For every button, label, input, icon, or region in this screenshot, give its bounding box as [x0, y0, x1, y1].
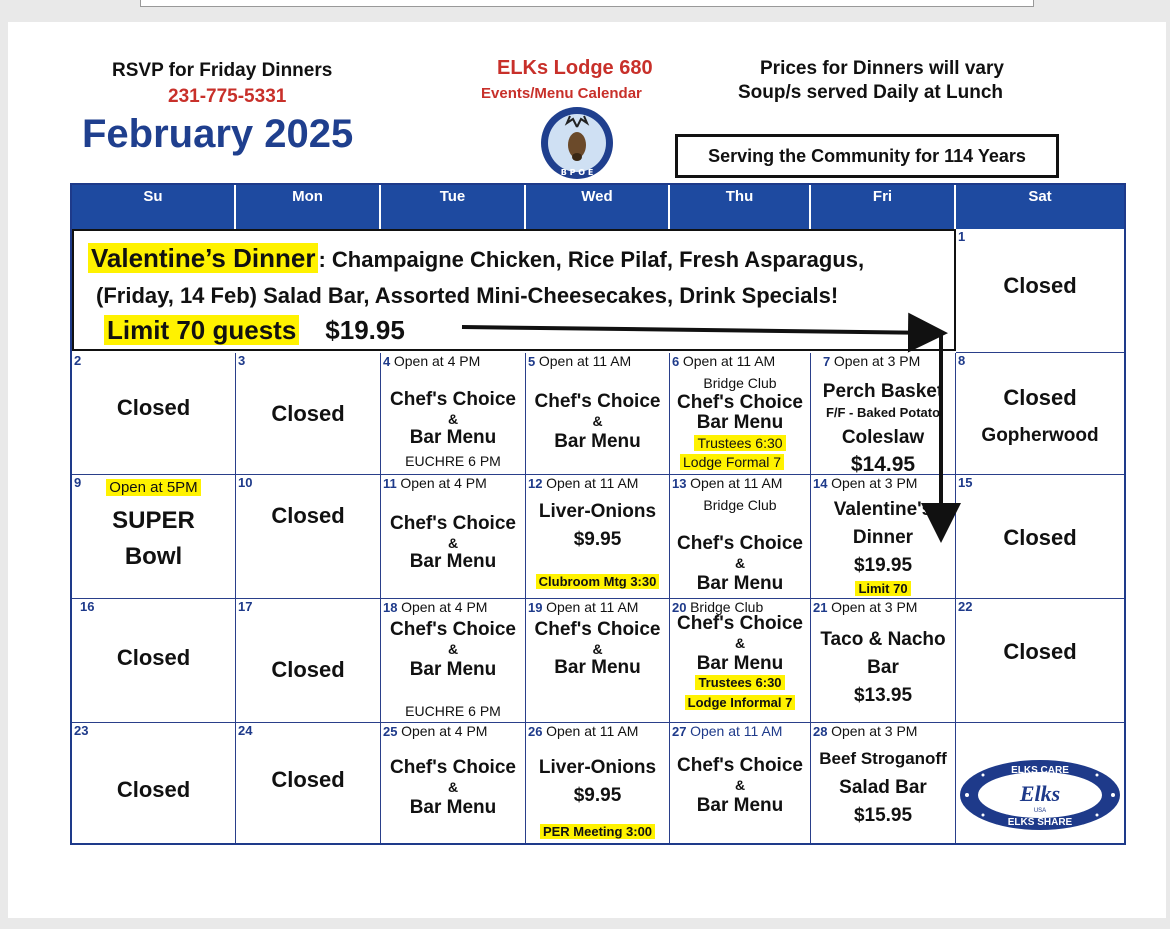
- day-cell-11: [381, 475, 526, 599]
- day-cell-19: [526, 599, 670, 723]
- soup-note: Soup/s served Daily at Lunch: [738, 82, 1004, 103]
- menu-line: &: [447, 779, 459, 795]
- menu-line: Bar: [867, 657, 899, 678]
- day-number: 27 Open at 11 AM: [672, 723, 783, 739]
- day-number: 6 Open at 11 AM: [672, 353, 776, 369]
- day-number: 2: [74, 353, 82, 368]
- menu-line: Perch Basket: [822, 381, 944, 402]
- menu-line: Taco & Nacho: [820, 629, 946, 650]
- menu-line: Bar Menu: [409, 551, 497, 572]
- menu-line: &: [734, 635, 746, 651]
- day-number: 19 Open at 11 AM: [528, 599, 639, 615]
- menu-line: Chef's Choice: [677, 613, 803, 634]
- menu-line: Salad Bar: [839, 777, 927, 798]
- menu-line: Bar Menu: [409, 659, 497, 680]
- menu-line: &: [734, 777, 746, 793]
- menu-line: &: [592, 641, 603, 657]
- day-number: 20 Bridge Club: [672, 599, 764, 615]
- price-label: $13.95: [853, 685, 913, 706]
- day-cell-28: [811, 723, 956, 843]
- menu-line: Chef's Choice: [534, 391, 661, 412]
- menu-line: Valentine's: [833, 499, 933, 520]
- day-number: 12 Open at 11 AM: [528, 475, 639, 491]
- day-cell-21: [811, 599, 956, 723]
- closed-label: Closed: [116, 777, 191, 802]
- closed-label: Closed: [1003, 525, 1077, 550]
- menu-line: &: [592, 413, 603, 429]
- valentine-title: Valentine’s Dinner: [88, 243, 318, 273]
- menu-line: Chef's Choice: [390, 513, 516, 534]
- day-cell-8: [956, 353, 1124, 475]
- phone-number: 231-775-5331: [168, 86, 287, 107]
- menu-line: &: [447, 641, 459, 657]
- menu-line: &: [734, 555, 746, 571]
- day-cell-25: [381, 723, 526, 843]
- day-cell-17: [236, 599, 381, 723]
- menu-line: F/F - Baked Potato: [825, 405, 941, 420]
- menu-line: &: [447, 411, 459, 427]
- serving-banner: Serving the Community for 114 Years: [675, 134, 1059, 178]
- events-subtitle: Events/Menu Calendar: [481, 85, 642, 102]
- closed-label: Closed: [116, 645, 191, 670]
- day-number: 16: [80, 599, 95, 614]
- price-label: $19.95: [853, 555, 913, 576]
- bpoe-elk-emblem-icon: [539, 105, 615, 181]
- elks-logo-sub: USA: [1033, 808, 1047, 814]
- menu-line: &: [447, 535, 459, 551]
- closed-label: Closed: [271, 503, 345, 528]
- day-number: 1: [958, 229, 966, 244]
- day-header-tue: Tue: [381, 185, 526, 229]
- closed-label: Closed: [271, 401, 345, 426]
- day-cell-2: [72, 353, 236, 475]
- day-header-sun: Su: [72, 185, 236, 229]
- day-cell-10: [236, 475, 381, 599]
- closed-label: Closed: [1003, 385, 1077, 410]
- per-meeting-note: PER Meeting 3:00: [526, 824, 669, 839]
- elks-care-text: ELKS CARE: [1011, 765, 1069, 776]
- closed-label: Closed: [116, 395, 191, 420]
- menu-line: Bar Menu: [409, 797, 497, 818]
- day-cell-6: [670, 353, 811, 475]
- elks-logo-center: Elks: [1019, 781, 1061, 806]
- day-header-wed: Wed: [526, 185, 670, 229]
- day-cell-27: [670, 723, 811, 843]
- clubroom-note: Clubroom Mtg 3:30: [526, 574, 669, 589]
- menu-line: Dinner: [852, 527, 914, 548]
- day-number: 26 Open at 11 AM: [528, 723, 639, 739]
- price-label: $14.95: [850, 453, 916, 475]
- day-cell-15: [956, 475, 1124, 599]
- day-cell-14: [811, 475, 956, 599]
- day-cell-13: [670, 475, 811, 599]
- page-title: February 2025: [82, 112, 354, 156]
- lodge-informal-note: Lodge Informal 7: [670, 695, 810, 710]
- menu-line: Chef's Choice: [390, 619, 516, 640]
- lodge-name: ELKs Lodge 680: [497, 57, 653, 79]
- price-label: $15.95: [853, 805, 913, 826]
- day-number: 13 Open at 11 AM: [672, 475, 783, 491]
- menu-line: Bar Menu: [554, 657, 641, 678]
- closed-label: Closed: [1003, 639, 1077, 664]
- menu-line: Bar Menu: [696, 653, 784, 674]
- day-number: 22: [958, 599, 973, 614]
- menu-line: Coleslaw: [841, 427, 925, 448]
- day-cell-16: [72, 599, 236, 723]
- day-cell-26: [526, 723, 670, 843]
- day-number: 23: [74, 723, 89, 738]
- menu-line: Bar Menu: [696, 795, 784, 816]
- day-cell-3: [236, 353, 381, 475]
- euchre-note: EUCHRE 6 PM: [405, 453, 501, 469]
- valentine-line-2: (Friday, 14 Feb) Salad Bar, Assorted Mini-Cheesecakes, Drink Specials!: [96, 283, 839, 308]
- elks-care-logo-icon: [957, 757, 1123, 833]
- day-number: 4 Open at 4 PM: [383, 353, 481, 369]
- day-header-sat: Sat: [956, 185, 1124, 229]
- day-number: 8: [958, 353, 966, 368]
- emblem-letters: B P O E: [560, 168, 594, 177]
- day-number: 3: [238, 353, 246, 368]
- valentine-price: $19.95: [325, 315, 405, 345]
- menu-line: Bar Menu: [554, 431, 641, 452]
- day-number: 24: [238, 723, 253, 738]
- day-cell-9: [72, 475, 236, 599]
- menu-line: Chef's Choice: [677, 392, 803, 413]
- top-edge-strip: [140, 0, 1034, 7]
- prices-note: Prices for Dinners will vary: [760, 58, 1004, 79]
- valentine-banner: [72, 229, 956, 351]
- lodge-formal-note: Lodge Formal 7: [680, 454, 810, 470]
- day-cell-23: [72, 723, 236, 843]
- closed-label: Closed: [1003, 273, 1077, 298]
- gopherwood-label: Gopherwood: [981, 425, 1099, 446]
- day-number: 17: [238, 599, 253, 614]
- menu-line: Chef's Choice: [677, 755, 803, 776]
- day-number: 25 Open at 4 PM: [383, 723, 488, 739]
- super-bowl-line: Bowl: [124, 543, 183, 570]
- day-header-mon: Mon: [236, 185, 381, 229]
- valentine-line-1: [88, 243, 864, 274]
- menu-line: Chef's Choice: [390, 757, 516, 778]
- day-number: 28 Open at 3 PM: [813, 723, 918, 739]
- euchre-note: EUCHRE 6 PM: [405, 703, 501, 719]
- open-note: Open at 5PM: [72, 479, 235, 496]
- menu-line: Bar Menu: [696, 573, 784, 594]
- valentine-menu: : Champaigne Chicken, Rice Pilaf, Fresh Asparagus,: [318, 247, 865, 272]
- day-number: 9: [74, 475, 82, 490]
- day-cell-18: [381, 599, 526, 723]
- price-label: $9.95: [573, 785, 622, 806]
- day-cell-5: [526, 353, 670, 475]
- elks-share-text: ELKS SHARE: [1007, 817, 1073, 828]
- trustees-note: Trustees 6:30: [670, 675, 810, 690]
- menu-line: Bar Menu: [409, 427, 497, 448]
- menu-line: Bar Menu: [696, 412, 784, 433]
- closed-label: Closed: [271, 767, 345, 792]
- rsvp-text: RSVP for Friday Dinners: [112, 60, 333, 81]
- day-cell-22: [956, 599, 1124, 723]
- day-number: 11 Open at 4 PM: [383, 475, 487, 491]
- trustees-note: Trustees 6:30: [670, 435, 810, 451]
- limit-note: Limit 70: [811, 581, 955, 596]
- day-number: 15: [958, 475, 973, 490]
- menu-line: Chef's Choice: [390, 389, 516, 410]
- valentine-line-3: [104, 315, 405, 346]
- day-cell-4: [381, 353, 526, 475]
- day-cell-7: [811, 353, 956, 475]
- day-number: 21 Open at 3 PM: [813, 599, 918, 615]
- day-header-thu: Thu: [670, 185, 811, 229]
- day-header-fri: Fri: [811, 185, 956, 229]
- day-number: 18 Open at 4 PM: [383, 599, 488, 615]
- super-bowl-line: SUPER: [112, 507, 195, 534]
- bridge-club-note: Bridge Club: [703, 497, 777, 513]
- menu-line: Chef's Choice: [534, 619, 661, 640]
- day-number: 14 Open at 3 PM: [813, 475, 918, 491]
- menu-line: Liver-Onions: [538, 501, 657, 522]
- menu-line: Chef's Choice: [677, 533, 803, 554]
- day-cell-24: [236, 723, 381, 843]
- day-number: 7 Open at 3 PM: [823, 353, 921, 369]
- menu-line: Beef Stroganoff: [819, 749, 947, 768]
- valentine-limit: Limit 70 guests: [104, 315, 299, 345]
- closed-label: Closed: [271, 657, 345, 682]
- bridge-club-note: Bridge Club: [703, 375, 777, 391]
- day-cell-12: [526, 475, 670, 599]
- menu-line: Liver-Onions: [538, 757, 657, 778]
- day-cell-20: [670, 599, 811, 723]
- price-label: $9.95: [573, 529, 622, 550]
- day-number: 5 Open at 11 AM: [528, 353, 632, 369]
- day-cell-1: [956, 229, 1124, 353]
- day-number: 10: [238, 475, 253, 490]
